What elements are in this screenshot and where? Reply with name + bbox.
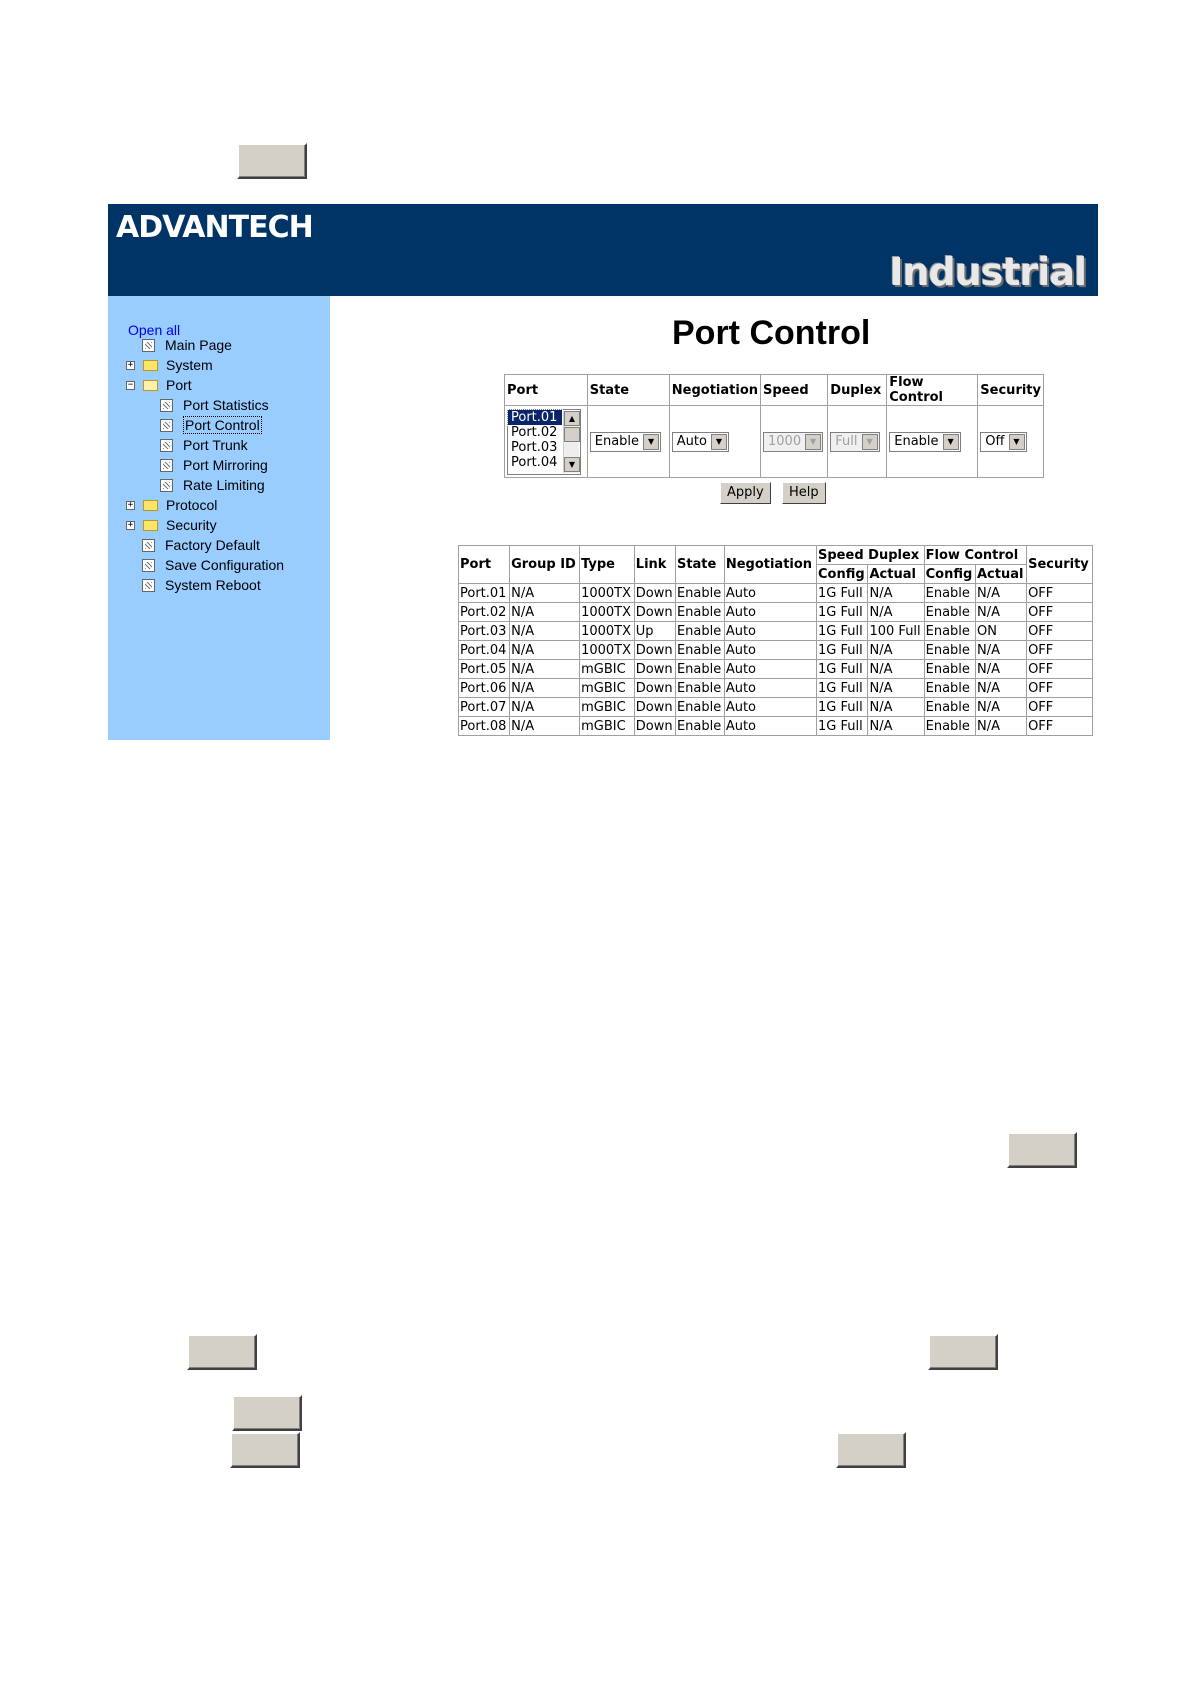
table-cell: Enable — [675, 622, 724, 641]
col-group-id: Group ID — [510, 546, 580, 584]
dropdown-arrow-icon: ▼ — [805, 434, 821, 450]
table-cell: OFF — [1027, 698, 1093, 717]
col-port: Port — [459, 546, 510, 584]
doc-button[interactable] — [928, 1334, 998, 1370]
table-cell: 100 Full — [868, 622, 924, 641]
table-cell: N/A — [868, 641, 924, 660]
table-cell: OFF — [1027, 584, 1093, 603]
dropdown-arrow-icon: ▼ — [643, 434, 659, 450]
table-cell: mGBIC — [580, 698, 635, 717]
sidebar-item-port-mirroring[interactable]: Port Mirroring — [160, 456, 268, 474]
table-cell: N/A — [975, 584, 1026, 603]
apply-button[interactable]: Apply — [720, 482, 771, 504]
table-cell: N/A — [510, 603, 580, 622]
table-cell: Auto — [724, 622, 816, 641]
table-cell: 1G Full — [817, 698, 868, 717]
folder-icon — [143, 360, 158, 371]
table-cell: Down — [634, 698, 675, 717]
col-speed-duplex-actual: Actual — [868, 565, 924, 584]
table-cell: Port.02 — [459, 603, 510, 622]
table-cell: Enable — [924, 698, 975, 717]
table-cell: 1000TX — [580, 603, 635, 622]
port-control-form — [504, 374, 1044, 478]
table-cell: N/A — [868, 603, 924, 622]
table-cell: Enable — [675, 584, 724, 603]
page-icon — [142, 539, 155, 552]
sidebar-item-port-trunk[interactable]: Port Trunk — [160, 436, 248, 454]
table-cell: Down — [634, 717, 675, 736]
table-cell: Auto — [724, 698, 816, 717]
doc-button[interactable] — [230, 1432, 300, 1468]
sidebar-item-system-reboot[interactable]: System Reboot — [142, 576, 261, 594]
table-cell: 1000TX — [580, 584, 635, 603]
industrial-tagline: Industrial — [889, 250, 1086, 294]
table-cell: 1G Full — [817, 679, 868, 698]
table-cell: Port.08 — [459, 717, 510, 736]
sidebar-item-system[interactable]: + System — [127, 357, 213, 373]
col-security: Security — [978, 375, 1044, 406]
sidebar-item-security[interactable]: + Security — [127, 517, 217, 533]
table-cell: Enable — [675, 603, 724, 622]
table-cell: Down — [634, 679, 675, 698]
table-cell: mGBIC — [580, 679, 635, 698]
doc-button[interactable] — [187, 1334, 257, 1370]
advantech-logo: ADVANTECH — [116, 210, 313, 245]
table-cell: N/A — [868, 584, 924, 603]
page-icon — [142, 339, 155, 352]
state-select[interactable]: Enable ▼ — [590, 432, 661, 452]
sidebar-item-main-page[interactable]: Main Page — [142, 336, 232, 354]
col-state: State — [675, 546, 724, 584]
sidebar-item-port-statistics[interactable]: Port Statistics — [160, 396, 269, 414]
port-option[interactable]: Port.03 — [511, 439, 558, 455]
page-icon — [142, 579, 155, 592]
table-cell: Auto — [724, 660, 816, 679]
table-cell: N/A — [975, 679, 1026, 698]
listbox-scrollbar[interactable] — [563, 411, 579, 473]
table-cell: Auto — [724, 641, 816, 660]
col-speed-duplex: Speed Duplex — [817, 546, 925, 565]
port-status-table — [458, 545, 1093, 736]
folder-icon — [143, 520, 158, 531]
table-cell: Auto — [724, 717, 816, 736]
table-cell: ON — [975, 622, 1026, 641]
table-cell: Enable — [675, 698, 724, 717]
sidebar-item-factory-default[interactable]: Factory Default — [142, 536, 260, 554]
table-cell: N/A — [510, 641, 580, 660]
table-cell: Enable — [924, 584, 975, 603]
dropdown-arrow-icon: ▼ — [711, 434, 727, 450]
table-cell: Enable — [924, 660, 975, 679]
table-cell: N/A — [510, 698, 580, 717]
page-title: Port Control — [672, 314, 871, 352]
table-cell: Port.04 — [459, 641, 510, 660]
col-negotiation: Negotiation — [724, 546, 816, 584]
table-row — [459, 660, 1093, 679]
table-cell: Up — [634, 622, 675, 641]
col-flow-control-actual: Actual — [975, 565, 1026, 584]
page-icon — [160, 479, 173, 492]
table-cell: Port.03 — [459, 622, 510, 641]
col-type: Type — [580, 546, 635, 584]
table-cell: Port.01 — [459, 584, 510, 603]
col-security: Security — [1027, 546, 1093, 584]
table-cell: N/A — [510, 584, 580, 603]
col-state: State — [587, 375, 669, 406]
table-cell: Port.06 — [459, 679, 510, 698]
table-cell: OFF — [1027, 603, 1093, 622]
col-duplex: Duplex — [828, 375, 887, 406]
table-cell: N/A — [975, 603, 1026, 622]
table-cell: 1G Full — [817, 660, 868, 679]
table-cell: N/A — [975, 698, 1026, 717]
table-row — [459, 584, 1093, 603]
port-option[interactable]: Port.04 — [511, 454, 558, 470]
port-option[interactable]: Port.01 — [508, 410, 562, 425]
table-row — [459, 603, 1093, 622]
table-cell: OFF — [1027, 717, 1093, 736]
page-icon — [160, 399, 173, 412]
table-cell: Enable — [924, 717, 975, 736]
dropdown-arrow-icon: ▼ — [862, 434, 878, 450]
table-cell: N/A — [868, 717, 924, 736]
table-row — [459, 641, 1093, 660]
col-speed: Speed — [761, 375, 828, 406]
page-icon — [160, 419, 173, 432]
col-negotiation: Negotiation — [669, 375, 760, 406]
security-select[interactable]: Off ▼ — [980, 432, 1026, 452]
page-icon — [142, 559, 155, 572]
table-cell: 1G Full — [817, 603, 868, 622]
table-cell: 1000TX — [580, 641, 635, 660]
table-cell: Port.05 — [459, 660, 510, 679]
table-cell: OFF — [1027, 679, 1093, 698]
table-cell: N/A — [510, 622, 580, 641]
doc-button[interactable] — [232, 1395, 302, 1431]
col-flow-control: Flow Control — [887, 375, 978, 406]
dropdown-arrow-icon: ▼ — [1009, 434, 1025, 450]
col-port: Port — [505, 375, 588, 406]
table-cell: Down — [634, 660, 675, 679]
banner — [108, 204, 1098, 296]
expand-icon[interactable]: + — [127, 519, 134, 530]
table-cell: N/A — [510, 717, 580, 736]
table-cell: Down — [634, 603, 675, 622]
table-cell: Down — [634, 584, 675, 603]
table-cell: N/A — [510, 660, 580, 679]
table-cell: Enable — [924, 641, 975, 660]
table-cell: OFF — [1027, 660, 1093, 679]
sidebar-item-protocol[interactable]: + Protocol — [127, 497, 218, 513]
table-cell: 1G Full — [817, 641, 868, 660]
table-cell: Enable — [924, 603, 975, 622]
table-cell: Down — [634, 641, 675, 660]
table-cell: 1G Full — [817, 717, 868, 736]
sidebar-item-save-configuration[interactable]: Save Configuration — [142, 556, 284, 574]
table-row — [459, 698, 1093, 717]
table-cell: N/A — [868, 698, 924, 717]
col-flow-control: Flow Control — [924, 546, 1026, 565]
table-row — [459, 717, 1093, 736]
table-cell: 1G Full — [817, 584, 868, 603]
table-cell: mGBIC — [580, 660, 635, 679]
expand-icon[interactable]: + — [127, 499, 134, 510]
table-cell: 1000TX — [580, 622, 635, 641]
sidebar-item-port[interactable]: − Port — [127, 377, 192, 393]
dropdown-arrow-icon: ▼ — [943, 434, 959, 450]
table-cell: N/A — [975, 641, 1026, 660]
expand-icon[interactable]: + — [127, 359, 134, 370]
col-link: Link — [634, 546, 675, 584]
port-option[interactable]: Port.02 — [511, 424, 558, 440]
sidebar — [108, 296, 330, 740]
page-icon — [160, 439, 173, 452]
table-cell: N/A — [975, 660, 1026, 679]
table-row — [459, 622, 1093, 641]
collapse-icon[interactable]: − — [127, 379, 134, 390]
folder-open-icon — [143, 380, 158, 391]
help-button[interactable]: Help — [782, 482, 826, 504]
table-cell: OFF — [1027, 622, 1093, 641]
table-cell: Enable — [675, 679, 724, 698]
doc-button[interactable] — [237, 143, 307, 179]
page-icon — [160, 459, 173, 472]
table-cell: N/A — [868, 660, 924, 679]
web-ui-screenshot — [108, 204, 1098, 740]
table-cell: Auto — [724, 679, 816, 698]
table-cell: N/A — [868, 679, 924, 698]
scroll-up-icon[interactable]: ▲ — [564, 411, 580, 426]
sidebar-item-port-control[interactable]: Port Control — [160, 416, 262, 434]
table-cell: N/A — [975, 717, 1026, 736]
table-cell: Port.07 — [459, 698, 510, 717]
folder-icon — [143, 500, 158, 511]
col-flow-control-config: Config — [924, 565, 975, 584]
speed-select[interactable]: 1000 ▼ — [763, 432, 823, 452]
table-cell: Auto — [724, 584, 816, 603]
table-cell: Enable — [675, 641, 724, 660]
scroll-down-icon[interactable]: ▼ — [564, 457, 580, 472]
table-cell: Enable — [924, 622, 975, 641]
table-cell: Auto — [724, 603, 816, 622]
table-cell: mGBIC — [580, 717, 635, 736]
flow-control-select[interactable]: Enable ▼ — [889, 432, 960, 452]
table-cell: Enable — [924, 679, 975, 698]
sidebar-item-rate-limiting[interactable]: Rate Limiting — [160, 476, 265, 494]
doc-button[interactable] — [1007, 1132, 1077, 1168]
table-row — [459, 679, 1093, 698]
doc-button[interactable] — [836, 1432, 906, 1468]
duplex-select[interactable]: Full ▼ — [830, 432, 879, 452]
table-cell: Enable — [675, 717, 724, 736]
table-cell: OFF — [1027, 641, 1093, 660]
open-all-link[interactable]: Open all — [128, 322, 181, 338]
port-listbox[interactable] — [507, 409, 581, 475]
col-speed-duplex-config: Config — [817, 565, 868, 584]
negotiation-select[interactable]: Auto ▼ — [672, 432, 729, 452]
scroll-thumb[interactable] — [564, 427, 580, 442]
table-cell: N/A — [510, 679, 580, 698]
table-cell: 1G Full — [817, 622, 868, 641]
table-cell: Enable — [675, 660, 724, 679]
